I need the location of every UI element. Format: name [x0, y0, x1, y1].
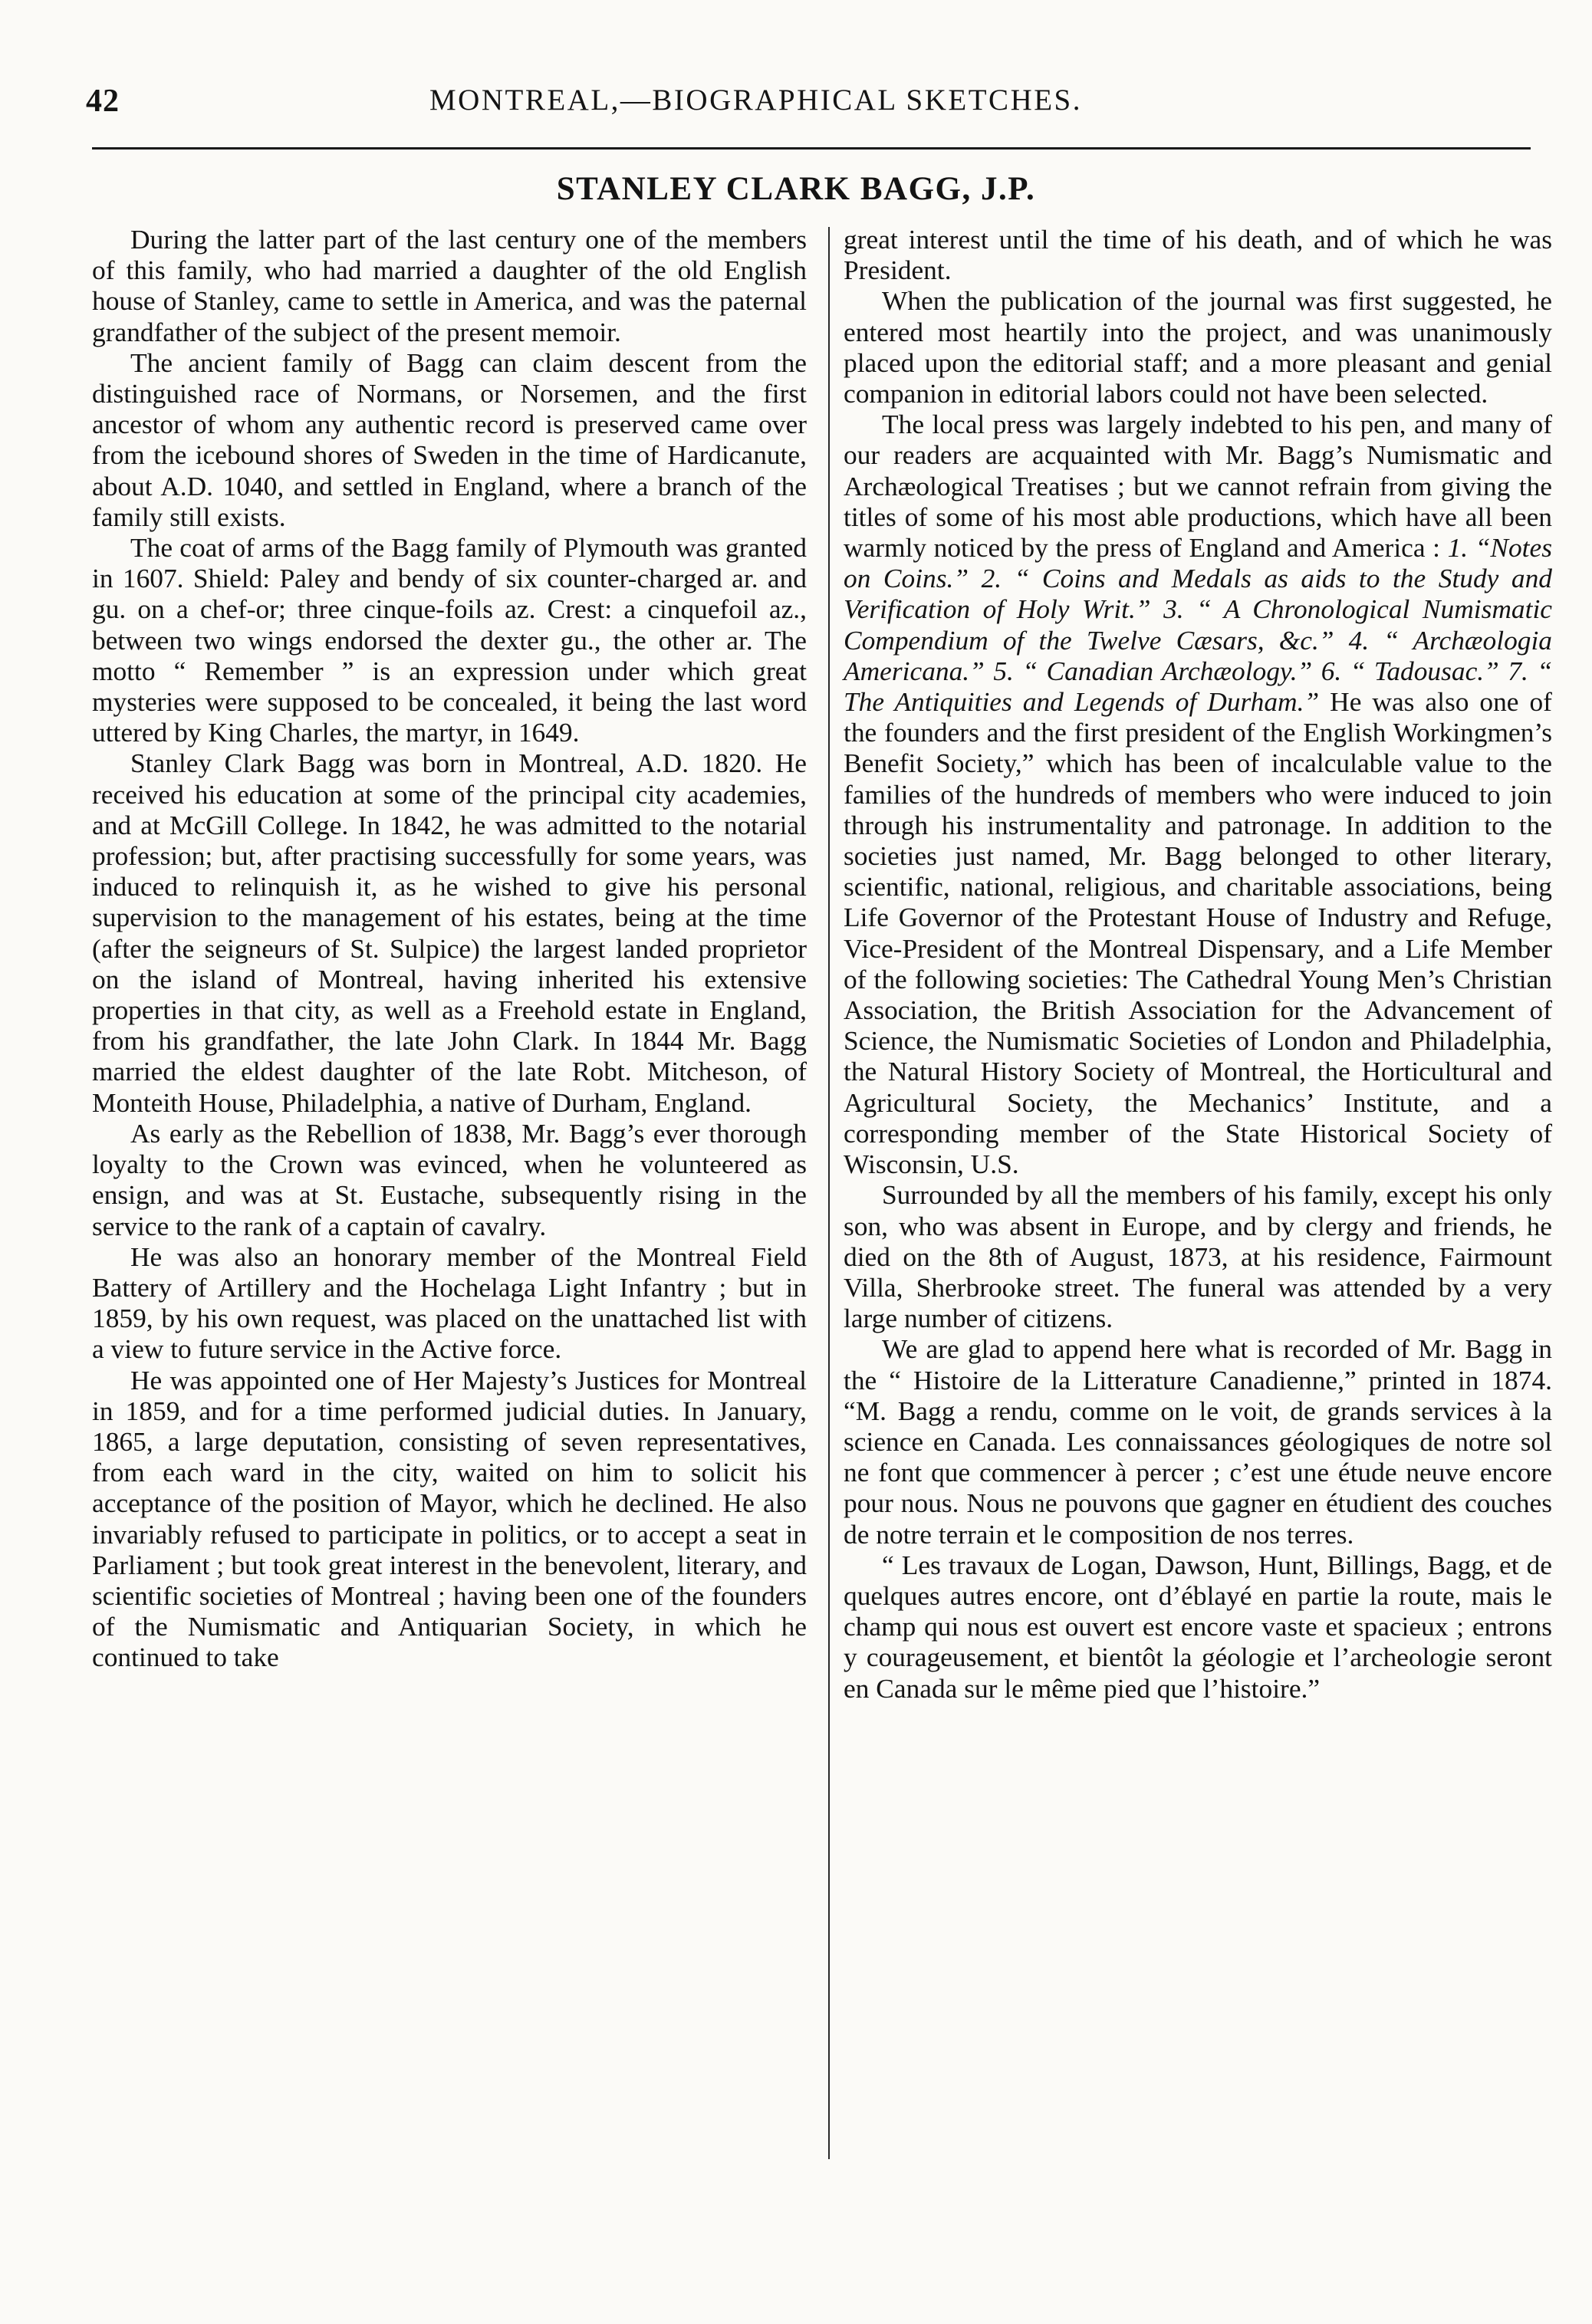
work-title: 7. “ The Antiquities and Legends of Durham.” [844, 655, 1553, 718]
press-intro: The local press was largely indebted to his pen, and many of our readers are acquainted with Mr. Bagg’s Numismatic and Archæological Treatises ; but we cannot refrain from giving the titles of some of his most able productions, which have all been warmly noticed by the press of England and America : [844, 409, 1552, 564]
work-title: 1. “Notes on Coins.” [844, 532, 1552, 594]
work-title: 2. “ Coins and Medals as aids to the Study and Verification of Holy Writ.” [844, 563, 1552, 625]
paragraph-coat-of-arms: The coat of arms of the Bagg family of Plymouth was granted in 1607. Shield: Paley and bendy of six counter-charged ar. and gu. on a chef-or; three cinque-foils az. Crest: a cinquefoil az., between two wings endorsed the dexter gu., the other ar. The motto “ Remember ” is an expression under which great mysteries were supposed to be concealed, it being the last word uttered by King Charles, the martyr, in 1649. [92, 532, 807, 748]
column-divider [828, 227, 830, 2159]
left-column [92, 224, 807, 1673]
french-quote: “M. Bagg a rendu, comme on le voit, de grands services à la science en Canada. Les connaissances géologiques de notre sol ne font que commencer à percer ; c’est une étude neuve encore pour nous. Nous ne pouvons que gagner en étudient des couches de notre terrain et le composition de nos terres. [844, 1395, 1552, 1550]
paragraph-rebellion: As early as the Rebellion of 1838, Mr. Bagg’s ever thorough loyalty to the Crown was evinced, when he volunteered as ensign, and was at St. Eustache, subsequently rising in the service to the rank of a captain of cavalry. [92, 1117, 807, 1241]
paragraph-journal: When the publication of the journal was first suggested, he entered most heartily into the project, and was unanimously placed upon the editorial staff; and a more pleasant and genial companion in editorial labors could not have been selected. [844, 285, 1552, 409]
paragraph-death: Surrounded by all the members of his family, except his only son, who was absent in Europe, and by clergy and friends, he died on the 8th of August, 1873, at his residence, Fairmount Villa, Sherbrooke street. The funeral was attended by a very large number of citizens. [844, 1179, 1552, 1334]
work-title: 3. “ A Chronological Numismatic Compendium of the Twelve Cæsars, &c.” [844, 593, 1552, 656]
work-title: 5. “ Canadian Archæology.” [993, 655, 1313, 686]
paragraph-french [844, 1333, 1552, 1549]
french-intro: We are glad to append here what is recorded of Mr. Bagg in the “ Histoire de la Litterature Canadienne,” printed in 1874. [844, 1333, 1552, 1395]
running-head: MONTREAL,—BIOGRAPHICAL SKETCHES. [429, 84, 1082, 117]
header-rule [92, 147, 1531, 150]
paragraph-justice: He was appointed one of Her Majesty’s Justices for Montreal in 1859, and for a time performed judicial duties. In January, 1865, a large deputation, consisting of seven representatives, from each ward in the city, waited on him to solicit his acceptance of the position of Mayor, which he declined. He also invariably refused to participate in politics, or to accept a seat in Parliament ; but took great interest in the benevolent, literary, and scientific societies of Montreal ; having been one of the founders of the Numismatic and Antiquarian Society, in which he continued to take [92, 1364, 807, 1673]
paragraph-birth-education: Stanley Clark Bagg was born in Montreal, A.D. 1820. He received his education at some of the principal city academies, and at McGill College. In 1842, he was admitted to the notarial profession; but, after practising successfully for some years, was induced to relinquish it, as he wished to give his personal supervision to the management of his estates, being at the time (after the seigneurs of St. Sulpice) the largest landed proprietor on the island of Montreal, having inherited his extensive properties in that city, as well as a Freehold estate in England, from his grandfather, the late John Clark. In 1844 Mr. Bagg married the eldest daughter of the late Robt. Mitcheson, of Monteith House, Philadelphia, a native of Durham, England. [92, 748, 807, 1118]
paragraph-french-quote-2: “ Les travaux de Logan, Dawson, Hunt, Billings, Bagg, et de quelques autres encore, ont d’éblayé en partie la route, mais le champ qui nous est ouvert est encore vaste et spacieux ; entrons y courageusement, et bientôt la géologie et l’archeologie seront en Canada sur le même pied que l’histoire.” [844, 1549, 1552, 1704]
paragraph-continuation: great interest until the time of his death, and of which he was President. [844, 224, 1552, 286]
page-number: 42 [86, 84, 120, 119]
societies-text: He was also one of the founders and the first president of the English Workingmen’s Benefit Society,” which has been of incalculable value to the families of the hundreds of members who were induced to join through his instrumentality and patronage. In addition to the societies just named, Mr. Bagg belonged to other literary, scientific, national, religious, and charitable associations, being Life Governor of the Protestant House of Industry and Refuge, Vice-President of the Montreal Dispensary, and a Life Member of the following societies: The Cathedral Young Men’s Christian Association, the British Association for the Advancement of Science, the Numismatic Societies of London and Philadelphia, the Natural History Society of Montreal, the Horticultural and Agricultural Society, the Mechanics’ Institute, and a corresponding member of the State Historical Society of Wisconsin, U.S. [844, 686, 1552, 1180]
work-title: 4. “ Archæologia Americana.” [844, 624, 1552, 686]
article-title: STANLEY CLARK BAGG, J.P. [556, 171, 1036, 207]
work-title: 6. “ Tadousac.” [1321, 655, 1499, 686]
right-column [844, 224, 1552, 1704]
paragraph-ancestry: The ancient family of Bagg can claim descent from the distinguished race of Normans, or Norsemen, and the first ancestor of whom any authentic record is preserved came over from the icebound shores of Sweden in the time of Hardicanute, about A.D. 1040, and settled in England, where a branch of the family still exists. [92, 347, 807, 532]
paragraph-works [844, 409, 1552, 1179]
paragraph-military: He was also an honorary member of the Montreal Field Battery of Artillery and the Hochelaga Light Infantry ; but in 1859, by his own request, was placed on the unattached list with a view to future service in the Active force. [92, 1241, 807, 1365]
paragraph-family-origin: During the latter part of the last century one of the members of this family, who had married a daughter of the old English house of Stanley, came to settle in America, and was the paternal grandfather of the subject of the present memoir. [92, 224, 807, 347]
